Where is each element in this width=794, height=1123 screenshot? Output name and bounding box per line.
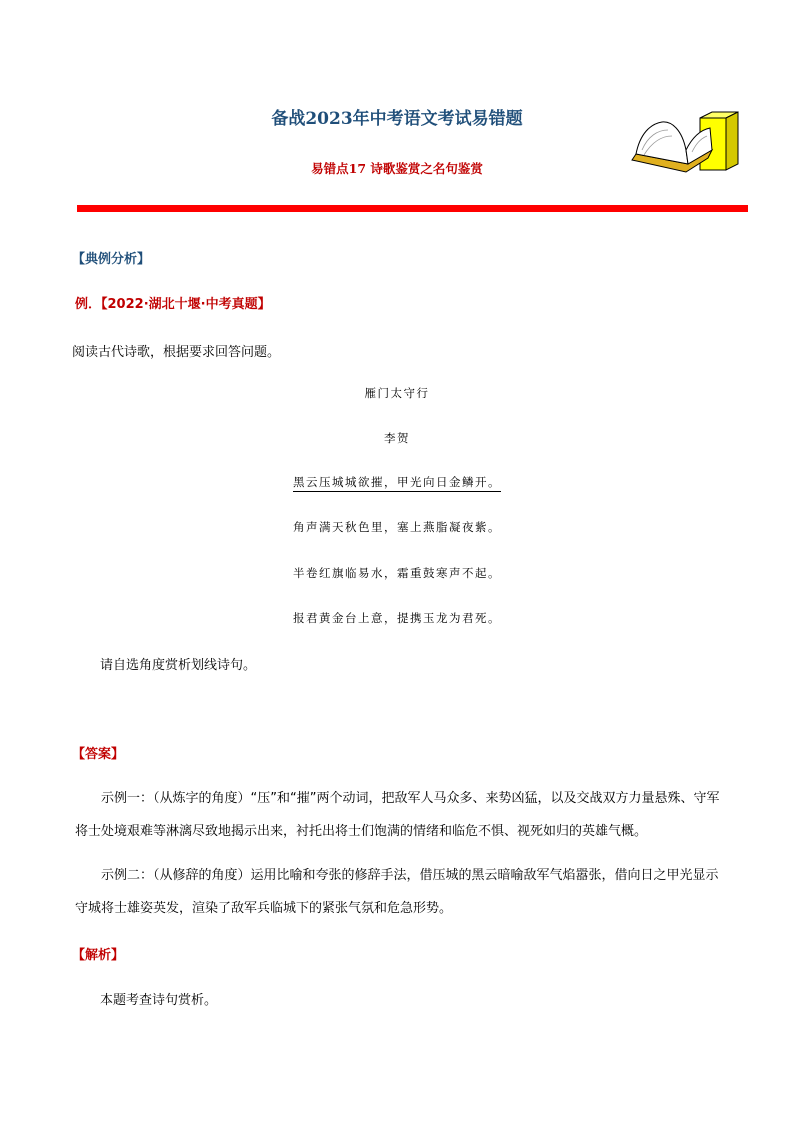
- answer-paragraph-1: 示例一：（从炼字的角度）“压”和“摧”两个动词，把敌军人马众多、来势凶猛，以及交战双方力量悬殊、守军将士处境艰难等淋漓尽致地揭示出来，衬托出将士们饱满的情绪和临危不惧、视死如归的英雄气概。: [75, 791, 720, 839]
- example-source: 【2022·湖北十堰·中考真题】: [101, 297, 271, 312]
- question-text: 请自选角度赏析划线诗句。: [100, 658, 257, 673]
- poem-line-3: 半卷红旗临易水，霜重鼓寒声不起。: [293, 566, 501, 580]
- book-icon: [628, 108, 740, 174]
- poem-line-1: [0, 474, 794, 490]
- poem-line-2: 角声满天秋色里，塞上燕脂凝夜紫。: [293, 520, 501, 534]
- poem-title: 雁门太守行: [364, 386, 430, 400]
- underlined-verse: 黑云压城城欲摧，甲光向日金鳞开。: [293, 475, 501, 492]
- page-subtitle: 易错点17 诗歌鉴赏之名句鉴赏: [311, 161, 483, 176]
- instruction-text: 阅读古代诗歌，根据要求回答问题。: [72, 345, 281, 360]
- page-title: 备战2023年中考语文考试易错题: [271, 109, 523, 129]
- section-heading-example: 【典例分析】: [72, 252, 151, 267]
- poem-line-4: 报君黄金台上意，提携玉龙为君死。: [293, 611, 501, 625]
- analysis-heading: 【解析】: [72, 948, 125, 963]
- poem-author: 李贺: [384, 431, 410, 445]
- analysis-text: 本题考查诗句赏析。: [100, 993, 218, 1008]
- example-prefix: 例．: [75, 297, 102, 312]
- example-heading: [75, 293, 271, 312]
- answer-paragraph-2: 示例二：（从修辞的角度）运用比喻和夸张的修辞手法，借压城的黑云暗喻敌军气焰嚣张，借向日之甲光显示守城将士雄姿英发，渲染了敌军兵临城下的紧张气氛和危急形势。: [75, 868, 719, 916]
- answer-heading: 【答案】: [72, 747, 125, 762]
- header-rule: [77, 205, 748, 212]
